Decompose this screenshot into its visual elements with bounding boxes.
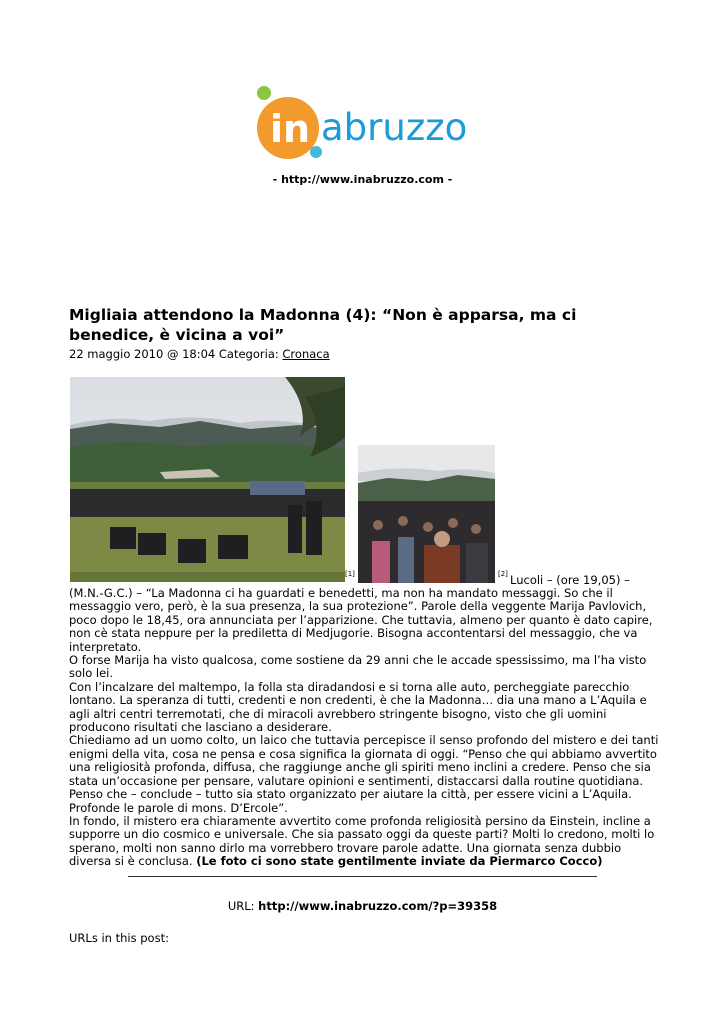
article-url-link[interactable]: http://www.inabruzzo.com/?p=39358	[258, 899, 498, 913]
article-intro: Lucoli – (ore 19,05) –	[510, 573, 630, 587]
article-title: Migliaia attendono la Madonna (4): “Non è apparsa, ma ci benedice, è vicina a voi”	[69, 306, 577, 344]
article-date: 22 maggio 2010 @ 18:04 Categoria:	[69, 347, 283, 361]
article-paragraph: Chiediamo ad un uomo colto, un laico che tuttavia percepisce il senso profondo del mistero e dei tanti enigmi della vita, cosa ne pensa e cosa significa la giornata di oggi. “Penso che qui abbiamo avvertito una religiosità profonda, diffusa, che raggiunge anche gli spiriti meno inclini a credere. Penso che sia stata un’occasione per pensare, valutare opinioni e sentimenti, distaccarsi dalla routine quotidiana. Penso che – conclude – tutto sia stato organizzato per aiutare la città, per essere vicini a L’Aquila. Profonde le parole di mons. D’Ercole”.	[69, 733, 659, 815]
crowd-photo-2-image	[358, 445, 495, 583]
crowd-photo-2[interactable]	[358, 445, 495, 583]
crowd-photo-1-image	[70, 377, 345, 582]
site-logo[interactable]	[250, 82, 490, 162]
photo-ref-1[interactable]: [1]	[345, 570, 355, 578]
article-paragraph-text: In fondo, il mistero era chiaramente avvertito come profonda religiosità persino da Einstein, incline a supporre un dio cosmico e universale. Che sia passato oggi da queste parti? Molti lo credono, molti lo sperano, molti non sanno dirlo ma vorrebbero trovare parole adatte. Una giornata senza dubbio diversa si è conclusa.	[69, 813, 655, 869]
article-url-line	[0, 899, 725, 913]
site-url[interactable]: - http://www.inabruzzo.com -	[272, 173, 453, 186]
crowd-photo-1[interactable]	[70, 377, 345, 582]
photo-credit: (Le foto ci sono state gentilmente inviate da Piermarco Cocco)	[196, 854, 603, 869]
photo-ref-2[interactable]: [2]	[498, 570, 508, 578]
article-paragraph: Con l’incalzare del maltempo, la folla sta diradandosi e si torna alle auto, percheggiate parecchio lontano. La speranza di tutti, credenti e non credenti, è che la Madonna… dia una mano a L’Aquila e agli altri centri terremotati, che di miracoli avrebbero stringente bisogno, visto che gli uomini producono risultati che lasciano a desiderare.	[69, 679, 647, 735]
url-label: URL:	[227, 899, 259, 913]
urls-in-post-label: URLs in this post:	[69, 931, 169, 945]
article-paragraph: O forse Marija ha visto qualcosa, come sostiene da 29 anni che le accade spessissimo, ma l’ha visto solo lei.	[69, 653, 647, 681]
category-link[interactable]: Cronaca	[282, 347, 330, 361]
logo-graphic	[250, 82, 490, 162]
logo-name: abruzzo	[321, 106, 468, 149]
article-paragraph: (M.N.-G.C.) – “La Madonna ci ha guardati e benedetti, ma non ha mandato messaggi. So che il messaggio vero, però, è la sua presenza, la sua protezione”. Parole della veggente Marija Pavlovich, poco dopo le 18,45, ora annunciata per l’apparizione. Che tuttavia, almeno per quanto è dato capire, non cè stata neppure per la prediletta di Medjugorie. Bisogna accontentarsi del messaggio, che va interpretato.	[69, 586, 653, 654]
article-meta	[69, 347, 330, 361]
logo-prefix: in	[270, 107, 311, 151]
footer-divider	[128, 876, 597, 877]
article-body	[69, 587, 659, 869]
article-paragraph-last	[69, 815, 659, 869]
